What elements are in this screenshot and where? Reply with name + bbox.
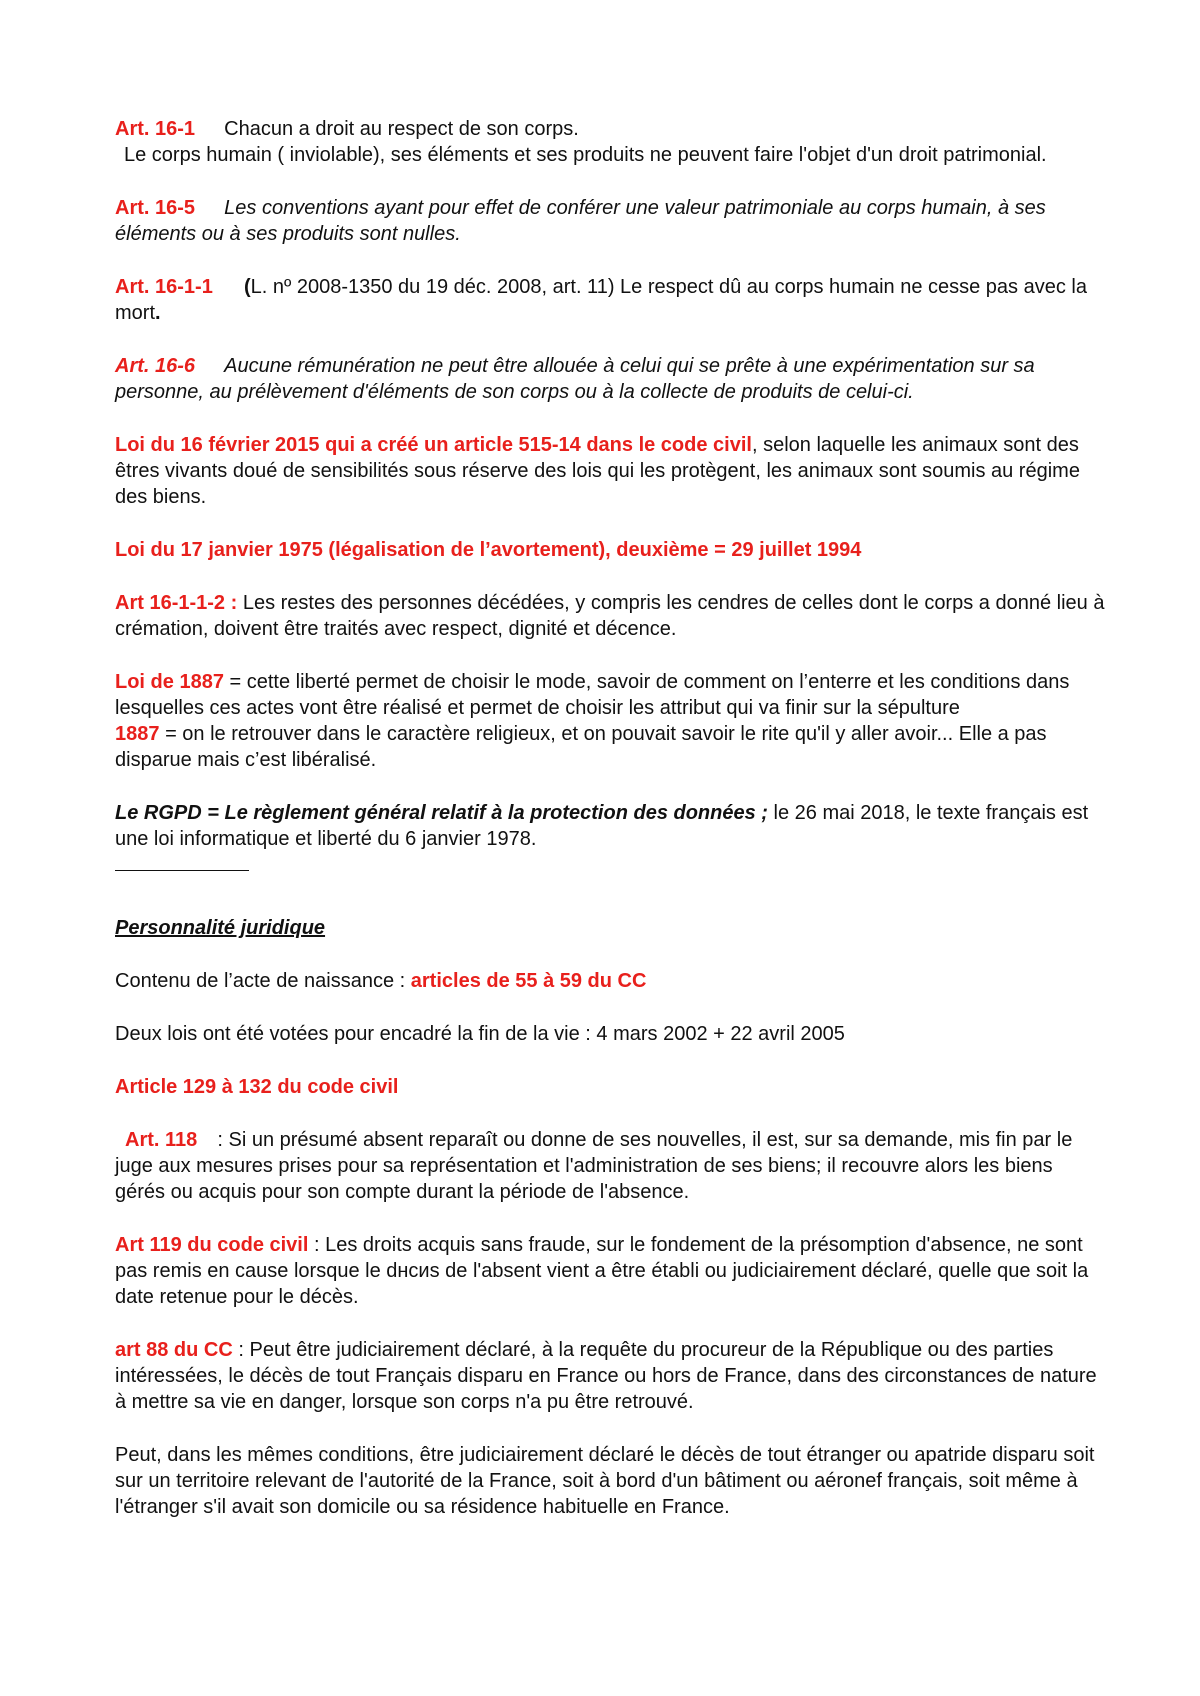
- end-mark: .: [155, 302, 161, 324]
- paragraph-text: Chacun a droit au respect de son corps.: [224, 118, 579, 140]
- paragraph-text: : Les droits acquis sans fraude, sur le fondement de la présomption d'absence, ne sont pas remis en cause lorsque le dнcиs de l'absent vient a être établi ou judiciairement déclaré, quelle que soit la date retenue pour le décès.: [115, 1234, 1089, 1308]
- article-label: Art. 118: [125, 1129, 198, 1151]
- paragraph-text: = cette liberté permet de choisir le mode, savoir de comment on l’enterre et les conditions dans lesquelles ces actes vont être réalisé et permet de choisir les attribut qui va finir sur la sépulture: [115, 671, 1070, 719]
- paragraph-loi-1975: [115, 537, 1105, 563]
- law-label: Loi du 16 février 2015 qui a créé un article 515-14 dans le code civil: [115, 434, 752, 456]
- section-heading: [115, 915, 1105, 941]
- separator-line: [115, 870, 249, 871]
- paragraph-text: , selon laquelle les animaux sont des êtres vivants doué de sensibilités sous réserve des lois qui les protègent, les animaux sont soumis au régime des biens.: [115, 434, 1080, 508]
- article-label: art 88 du CC: [115, 1339, 233, 1361]
- paragraph-text: Contenu de l’acte de naissance :: [115, 970, 406, 992]
- paragraph-text: Le corps humain ( inviolable), ses éléments et ses produits ne peuvent faire l'objet d'un droit patrimonial.: [124, 144, 1047, 166]
- document-page: [115, 116, 1105, 1547]
- paragraph-text: Aucune rémunération ne peut être allouée à celui qui se prête à une expérimentation sur sa personne, au prélèvement d'éléments de son corps ou à la collecte de produits de celui-ci.: [115, 355, 1035, 403]
- paragraph-text: le 26 mai 2018, le texte français est une loi informatique et liberté du 6 janvier 1978.: [115, 802, 1089, 850]
- year-label: 1887: [115, 723, 160, 745]
- paragraph-art-88: [115, 1337, 1105, 1415]
- paragraph-text: Les conventions ayant pour effet de conférer une valeur patrimoniale au corps humain, à ses éléments ou à ses produits sont nulles.: [115, 197, 1046, 245]
- article-label: articles de 55 à 59 du CC: [410, 970, 647, 992]
- law-label: Loi de 1887: [115, 671, 224, 693]
- paragraph-art-16-1: [115, 116, 1105, 168]
- paragraph-text: : Peut être judiciairement déclaré, à la requête du procureur de la République ou des parties intéressées, le décès de tout Français disparu en France ou hors de France, dans des circonstances de nature à mettre sa vie en danger, lorsque son corps n'a pu être retrouvé.: [115, 1339, 1097, 1413]
- article-label: Art 16-1-1-2 :: [115, 592, 238, 614]
- paragraph-text: L. nº 2008-1350 du 19 déc. 2008, art. 11) Le respect dû au corps humain ne cesse pas avec la mort: [115, 276, 1087, 324]
- paragraph-fin-de-vie: [115, 1021, 1105, 1047]
- paragraph-text: Les restes des personnes décédées, y compris les cendres de celles dont le corps a donné lieu à crémation, doivent être traités avec respect, dignité et décence.: [115, 592, 1105, 640]
- paragraph-loi-1887: [115, 669, 1105, 773]
- article-label: Art. 16-1-1: [115, 276, 213, 298]
- paragraph-art-119: [115, 1232, 1105, 1310]
- paragraph-text: Peut, dans les mêmes conditions, être judiciairement déclaré le décès de tout étranger ou apatride disparu soit sur un territoire relevant de l'autorité de la France, soit à bord d'un bâtiment ou aéronef français, soit même à l'étranger s'il avait son domicile ou sa résidence habituelle en France.: [115, 1444, 1095, 1518]
- law-label: Loi du 17 janvier 1975 (légalisation de l’avortement), deuxième = 29 juillet 1994: [115, 539, 862, 561]
- paragraph-art-16-5: [115, 195, 1105, 247]
- paren-mark: (: [243, 276, 251, 298]
- paragraph-article-129: [115, 1074, 1105, 1100]
- article-label: Art. 16-5: [115, 197, 196, 219]
- article-label: Art. 16-1: [115, 118, 196, 140]
- article-label: Art. 16-6: [115, 355, 196, 377]
- paragraph-art-118: [115, 1127, 1105, 1205]
- paragraph-rgpd: [115, 800, 1105, 852]
- paragraph-art-16-1-1-2: [115, 590, 1105, 642]
- article-label: Article 129 à 132 du code civil: [115, 1076, 399, 1098]
- article-label: Art 119 du code civil: [115, 1234, 309, 1256]
- paragraph-text: Deux lois ont été votées pour encadré la fin de la vie : 4 mars 2002 + 22 avril 2005: [115, 1023, 845, 1045]
- paragraph-art-16-1-1: [115, 274, 1105, 326]
- paragraph-text: : Si un présumé absent reparaît ou donne de ses nouvelles, il est, sur sa demande, mis fin par le juge aux mesures prises pour sa représentation et l'administration de ses biens; il recouvre alors les biens gérés ou acquis pour son compte durant la période de l'absence.: [115, 1129, 1073, 1203]
- paragraph-loi-2015: [115, 432, 1105, 510]
- paragraph-etranger: [115, 1442, 1105, 1520]
- paragraph-text: = on le retrouver dans le caractère religieux, et on pouvait savoir le rite qu'il y aller avoir... Elle a pas disparue mais c’est libéralisé.: [115, 723, 1047, 771]
- rgpd-label: Le RGPD = Le règlement général relatif à la protection des données ;: [115, 802, 768, 824]
- paragraph-acte-naissance: [115, 968, 1105, 994]
- heading-text: Personnalité juridique: [115, 917, 326, 939]
- paragraph-art-16-6: [115, 353, 1105, 405]
